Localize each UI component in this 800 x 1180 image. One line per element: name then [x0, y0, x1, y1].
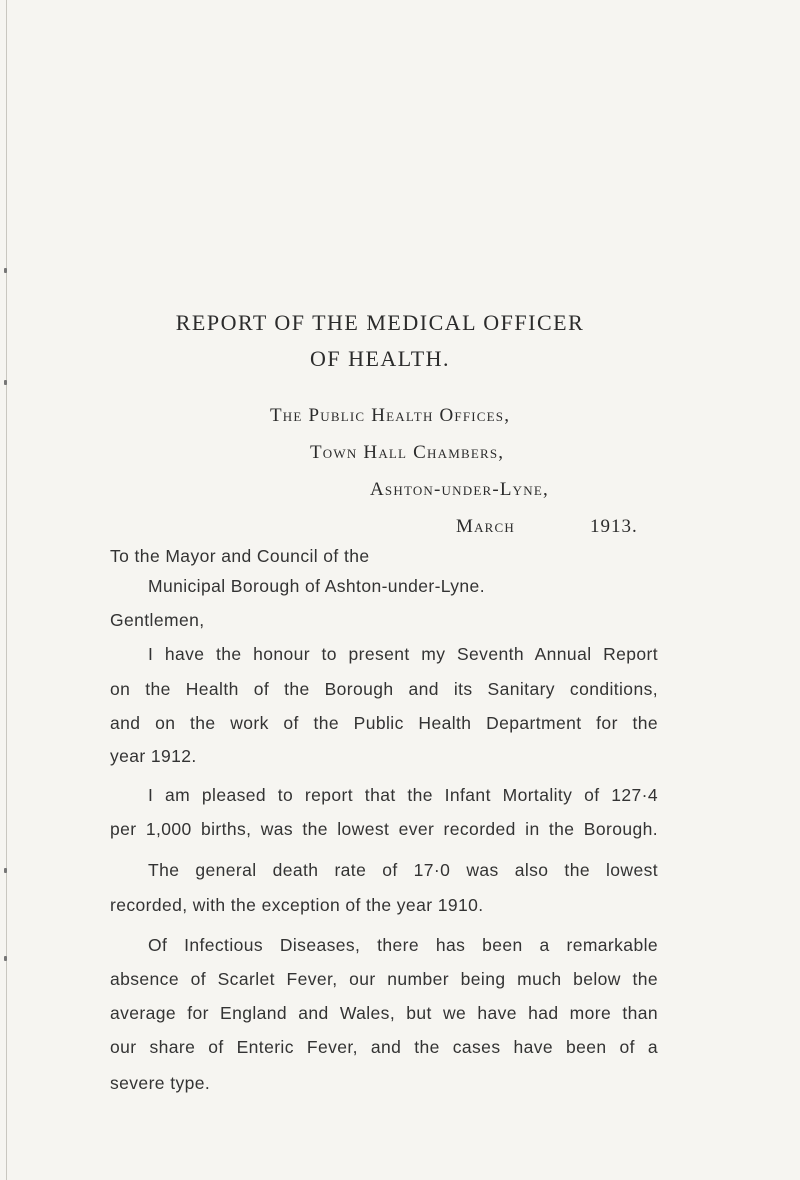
margin-mark [4, 868, 7, 873]
paragraph-2-line-2: per 1,000 births, was the lowest ever recorded in the Borough. [110, 819, 658, 839]
paragraph-1-line-4: year 1912. [110, 746, 197, 766]
paragraph-3-line-2: recorded, with the exception of the year 1910. [110, 895, 484, 915]
address-line-3: Ashton-under-Lyne, [370, 479, 549, 500]
addressee-line-1: To the Mayor and Council of the [110, 546, 370, 566]
greeting: Gentlemen, [110, 610, 205, 630]
paragraph-1-line-3: and on the work of the Public Health Department for the [110, 713, 658, 733]
paragraph-4-line-2: absence of Scarlet Fever, our number being much below the [110, 969, 658, 989]
report-title-line-2: OF HEALTH. [309, 346, 451, 371]
paragraph-4-line-1: Of Infectious Diseases, there has been a remarkable [148, 935, 658, 955]
margin-mark [4, 268, 7, 273]
page-edge-line [6, 0, 7, 1180]
address-year: 1913. [590, 516, 638, 537]
margin-mark [4, 956, 7, 961]
report-title-line-1: REPORT OF THE MEDICAL OFFICER [175, 310, 585, 335]
paragraph-3-line-1: The general death rate of 17·0 was also the lowest [148, 860, 658, 880]
paragraph-4-line-5: severe type. [110, 1073, 211, 1093]
addressee-line-2: Municipal Borough of Ashton-under-Lyne. [148, 576, 485, 596]
address-line-2: Town Hall Chambers, [310, 442, 505, 463]
paragraph-1-line-2: on the Health of the Borough and its Sanitary conditions, [110, 679, 658, 699]
address-month: March [456, 516, 516, 537]
paragraph-4-line-3: average for England and Wales, but we have had more than [110, 1003, 658, 1023]
paragraph-4-line-4: our share of Enteric Fever, and the cases have been of a [110, 1037, 658, 1057]
address-line-1: The Public Health Offices, [270, 405, 511, 426]
paragraph-2-line-1: I am pleased to report that the Infant Mortality of 127·4 [148, 785, 658, 805]
margin-mark [4, 380, 7, 385]
paragraph-1-line-1: I have the honour to present my Seventh Annual Report [148, 644, 658, 664]
